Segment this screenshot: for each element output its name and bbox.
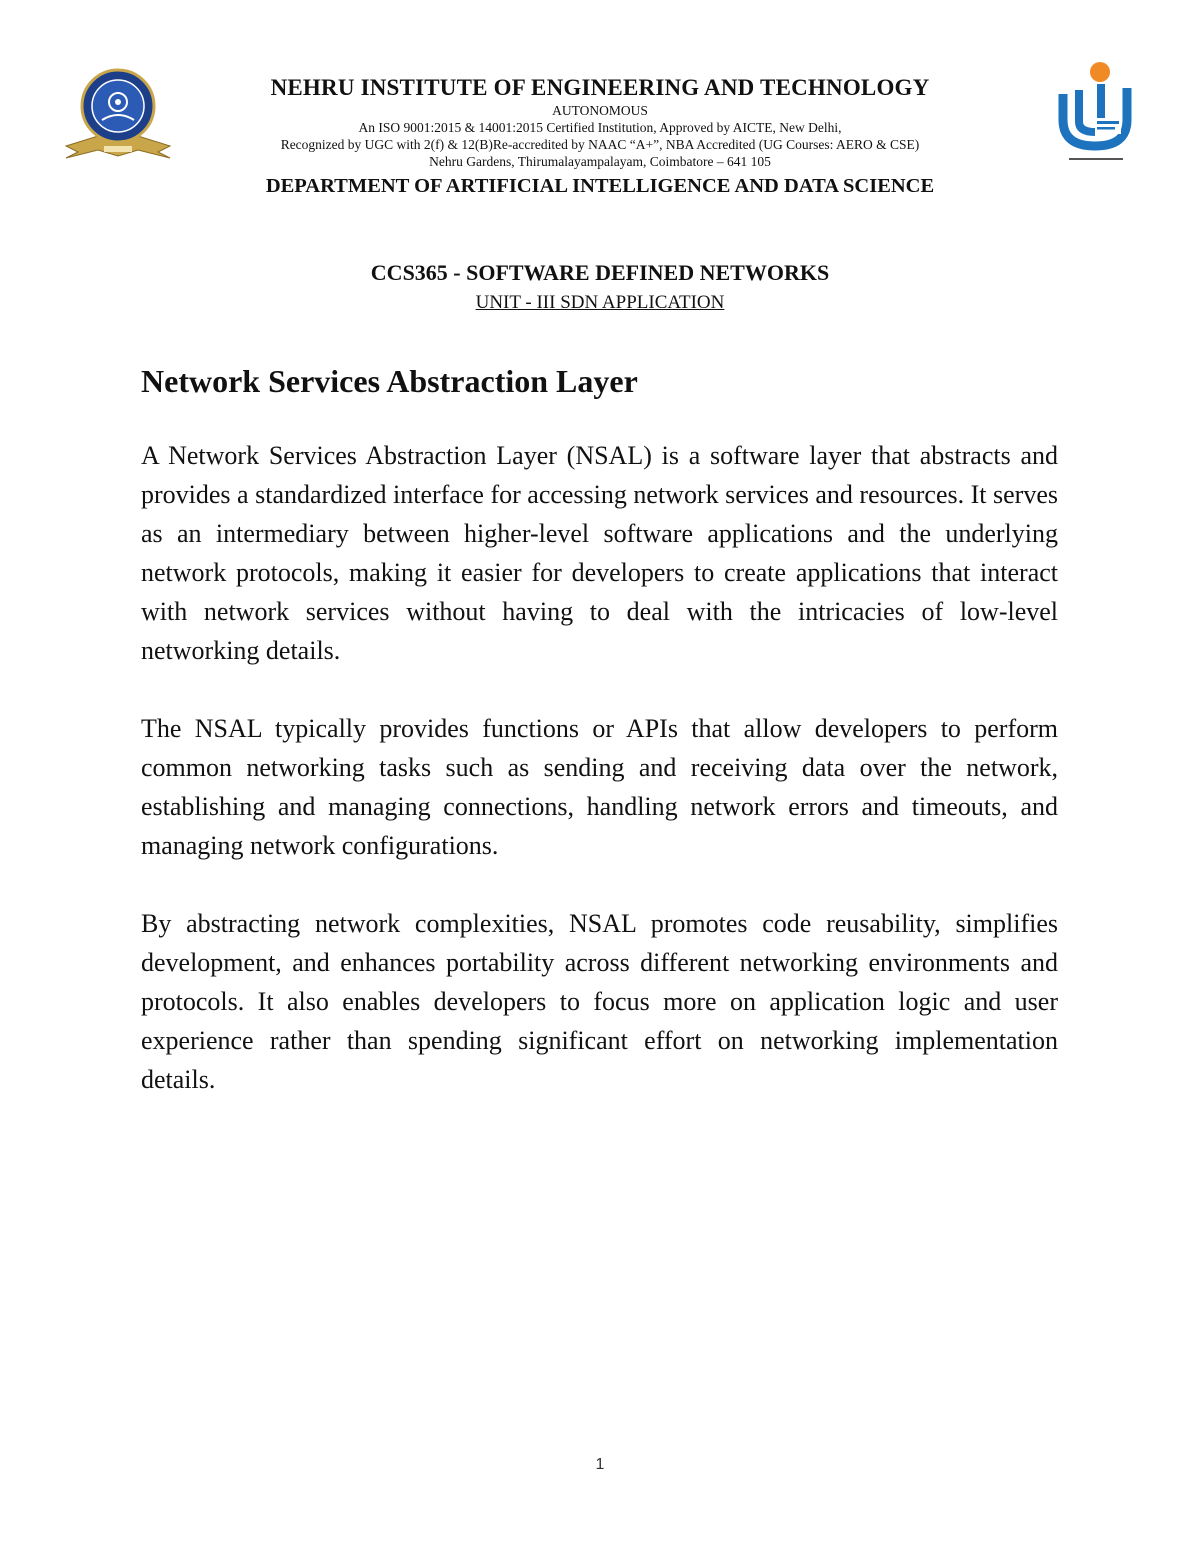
paragraph-1: A Network Services Abstraction Layer (NSAL) is a software layer that abstracts and provides a standardized interface for accessing network services and resources. It serves as an intermediary between higher-level software applications and the underlying network protocols, making it easier for developers to create applications that interact with network services without having to deal with the intricacies of low-level networking details. [141,441,1058,665]
recognition-line: Recognized by UGC with 2(f) & 12(B)Re-accredited by NAAC “A+”, NBA Accredited (UG Courses: AERO & CSE) [280,137,920,152]
certification-line: An ISO 9001:2015 & 14001:2015 Certified Institution, Approved by AICTE, New Delhi, [358,120,842,135]
document-body [141,360,1058,1138]
course-title-block [150,258,1050,316]
address-line: Nehru Gardens, Thirumalayampalayam, Coimbatore – 641 105 [429,154,771,169]
unit-title: UNIT - III SDN APPLICATION [475,292,725,313]
institution-header [190,74,1010,199]
college-emblem-icon [58,66,178,162]
autonomous-label: AUTONOMOUS [552,103,648,118]
nehru-group-logo-icon [1055,60,1135,166]
section-heading: Network Services Abstraction Layer [141,363,638,399]
department-name: DEPARTMENT OF ARTIFICIAL INTELLIGENCE AND DATA SCIENCE [265,175,935,197]
paragraph-2: The NSAL typically provides functions or APIs that allow developers to perform common networking tasks such as sending and receiving data over the network, establishing and managing connections, handling network errors and timeouts, and managing network configurations. [141,714,1058,860]
institution-name: NEHRU INSTITUTE OF ENGINEERING AND TECHNOLOGY [270,75,930,100]
page-number: 1 [595,1456,605,1473]
course-code-title: CCS365 - SOFTWARE DEFINED NETWORKS [370,260,830,285]
paragraph-3: By abstracting network complexities, NSAL promotes code reusability, simplifies development, and enhances portability across different networking environments and protocols. It also enables developers to focus more on application logic and user experience rather than spending significant effort on networking implementation details. [141,909,1058,1094]
